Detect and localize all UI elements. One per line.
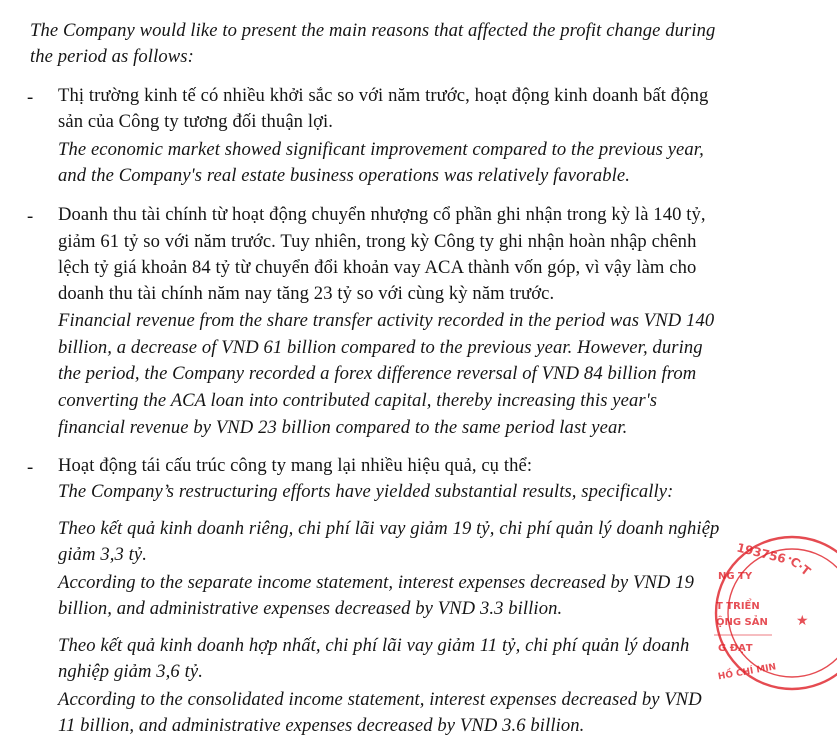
svg-text:NG TY: NG TY	[718, 571, 753, 582]
company-stamp	[712, 525, 837, 695]
bullet-3-vi-line-1: Hoạt động tái cấu trúc công ty mang lại nhiều hiệu quả, cụ thể:	[58, 455, 533, 476]
detail-1-en-line-2: billion, and administrative expenses decreased by VND 3.3 billion.	[58, 598, 563, 619]
bullet-2-vi-line-4: doanh thu tài chính năm nay tăng 23 tỷ so với cùng kỳ năm trước.	[58, 283, 555, 304]
bullet-marker: -	[27, 457, 34, 478]
bullet-3-en-line-1: The Company’s restructuring efforts have yielded substantial results, specifically:	[58, 481, 674, 502]
bullet-1-en-line-1: The economic market showed significant improvement compared to the previous year,	[58, 139, 704, 160]
svg-text:193756: 193756	[735, 540, 788, 567]
detail-2-vi-line-1: Theo kết quả kinh doanh hợp nhất, chi phí lãi vay giảm 11 tỷ, chi phí quản lý doanh	[58, 635, 690, 656]
stamp-seal-icon	[712, 525, 837, 695]
detail-1-en-line-1: According to the separate income statement, interest expenses decreased by VND 19	[58, 572, 694, 593]
bullet-2-en-line-5: financial revenue by VND 23 billion compared to the same period last year.	[58, 417, 628, 438]
bullet-1-en-line-2: and the Company's real estate business operations was relatively favorable.	[58, 165, 630, 186]
detail-2-en-line-2: 11 billion, and administrative expenses decreased by VND 3.6 billion.	[58, 715, 585, 736]
svg-text:★: ★	[796, 613, 809, 629]
detail-1-vi-line-2: giảm 3,3 tỷ.	[58, 544, 147, 565]
intro-line-2: the period as follows:	[30, 46, 194, 67]
bullet-2-vi-line-1: Doanh thu tài chính từ hoạt động chuyển nhượng cổ phần ghi nhận trong kỳ là 140 tỷ,	[58, 204, 706, 225]
svg-text:·C·T: ·C·T	[783, 551, 814, 579]
bullet-marker: -	[27, 206, 34, 227]
detail-2-vi-line-2: nghiệp giảm 3,6 tỷ.	[58, 661, 203, 682]
bullet-marker: -	[27, 87, 34, 108]
bullet-2-en-line-3: the period, the Company recorded a forex difference reversal of VND 84 billion from	[58, 363, 697, 384]
detail-1-vi-line-1: Theo kết quả kinh doanh riêng, chi phí lãi vay giảm 19 tỷ, chi phí quản lý doanh nghiệp	[58, 518, 720, 539]
intro-line-1: The Company would like to present the main reasons that affected the profit change during	[30, 20, 716, 41]
bullet-1-vi-line-1: Thị trường kinh tế có nhiều khởi sắc so với năm trước, hoạt động kinh doanh bất động	[58, 85, 709, 106]
bullet-2-en-line-4: converting the ACA loan into contributed capital, thereby increasing this year's	[58, 390, 658, 411]
svg-text:HỒ CHÍ MIN: HỒ CHÍ MIN	[717, 662, 777, 683]
bullet-2-vi-line-3: lệch tỷ giá khoản 84 tỷ từ chuyển đổi khoản vay ACA thành vốn góp, vì vậy làm cho	[58, 257, 697, 278]
detail-2-en-line-1: According to the consolidated income statement, interest expenses decreased by VND	[58, 689, 702, 710]
svg-text:G ĐẠT: G ĐẠT	[718, 643, 753, 654]
svg-text:T TRIỂN: T TRIỂN	[716, 601, 760, 612]
bullet-2-en-line-2: billion, a decrease of VND 61 billion compared to the previous year. However, during	[58, 337, 703, 358]
bullet-1-vi-line-2: sản của Công ty tương đối thuận lợi.	[58, 111, 334, 132]
bullet-2-vi-line-2: giảm 61 tỷ so với năm trước. Tuy nhiên, trong kỳ Công ty ghi nhận hoàn nhập chênh	[58, 231, 697, 252]
svg-text:ỘNG SẢN: ỘNG SẢN	[716, 617, 768, 628]
bullet-2-en-line-1: Financial revenue from the share transfer activity recorded in the period was VND 140	[58, 310, 715, 331]
